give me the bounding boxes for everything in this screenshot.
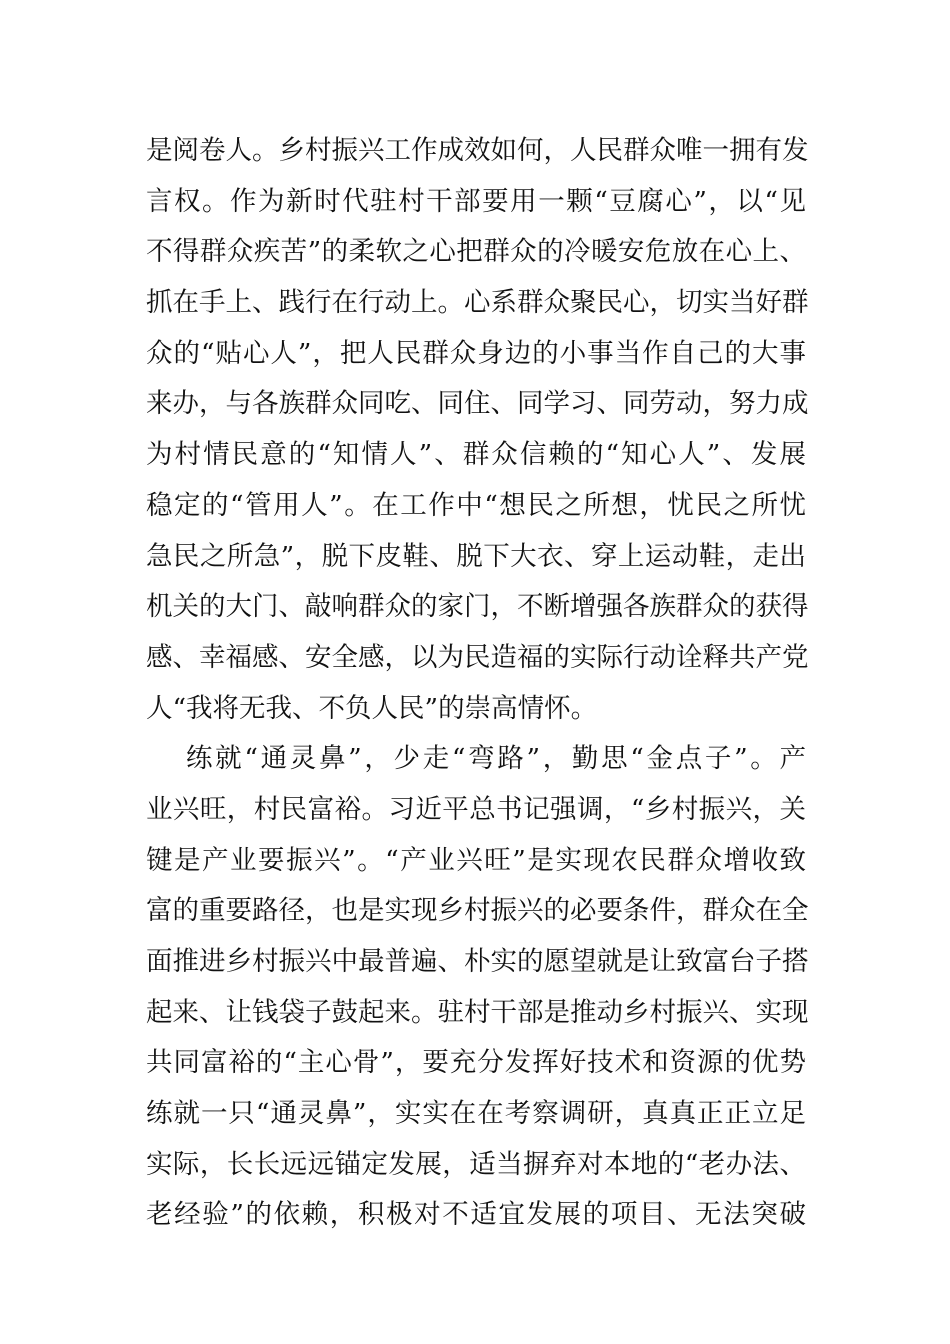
paragraph-2 [146, 734, 809, 1241]
text-line: 老经验”的依赖，积极对不适宜发展的项目、无法突破 [146, 1199, 806, 1231]
text-line: 是阅卷人。乡村振兴工作成效如何，人民群众唯一拥有发 [146, 135, 809, 166]
text-line: 键是产业要振兴”。“产业兴旺”是实现农民群众增收致 [146, 844, 806, 876]
text-line: 不得群众疾苦”的柔软之心把群众的冷暖安危放在心上、 [146, 236, 806, 268]
text-line: 共同富裕的“主心骨”，要充分发挥好技术和资源的优势 [146, 1047, 806, 1079]
text-line: 人“我将无我、不负人民”的崇高情怀。 [146, 692, 598, 724]
text-line: 急民之所急”，脱下皮鞋、脱下大衣、穿上运动鞋，走出 [146, 540, 806, 572]
text-line: 实际，长长远远锚定发展，适当摒弃对本地的“老办法、 [146, 1148, 806, 1180]
text-line: 起来、让钱袋子鼓起来。驻村干部是推动乡村振兴、实现 [146, 996, 809, 1028]
paragraph-1 [146, 126, 809, 734]
text-line: 抓在手上、践行在行动上。心系群众聚民心，切实当好群 [146, 287, 809, 319]
text-line: 机关的大门、敲响群众的家门，不断增强各族群众的获得 [146, 591, 809, 623]
text-line: 业兴旺，村民富裕。习近平总书记强调，“乡村振兴，关 [146, 793, 806, 825]
text-line: 面推进乡村振兴中最普遍、朴实的愿望就是让致富台子搭 [146, 946, 809, 977]
text-line: 感、幸福感、安全感，以为民造福的实际行动诠释共产党 [146, 641, 809, 673]
text-line: 言权。作为新时代驻村干部要用一颗“豆腐心”，以“见 [146, 185, 806, 217]
text-line: 众的“贴心人”，把人民群众身边的小事当作自己的大事 [146, 337, 806, 369]
text-line: 练就一只“通灵鼻”，实实在在考察调研，真真正正立足 [146, 1098, 806, 1130]
text-line: 练就“通灵鼻”，少走“弯路”，勤思“金点子”。产 [186, 743, 806, 775]
text-line: 来办，与各族群众同吃、同住、同学习、同劳动，努力成 [146, 388, 809, 420]
document-body [146, 126, 809, 1241]
text-line: 为村情民意的“知情人”、群众信赖的“知心人”、发展 [146, 439, 806, 471]
text-line: 稳定的“管用人”。在工作中“想民之所想，忧民之所忧 [146, 489, 806, 521]
text-line: 富的重要路径，也是实现乡村振兴的必要条件，群众在全 [146, 895, 809, 927]
